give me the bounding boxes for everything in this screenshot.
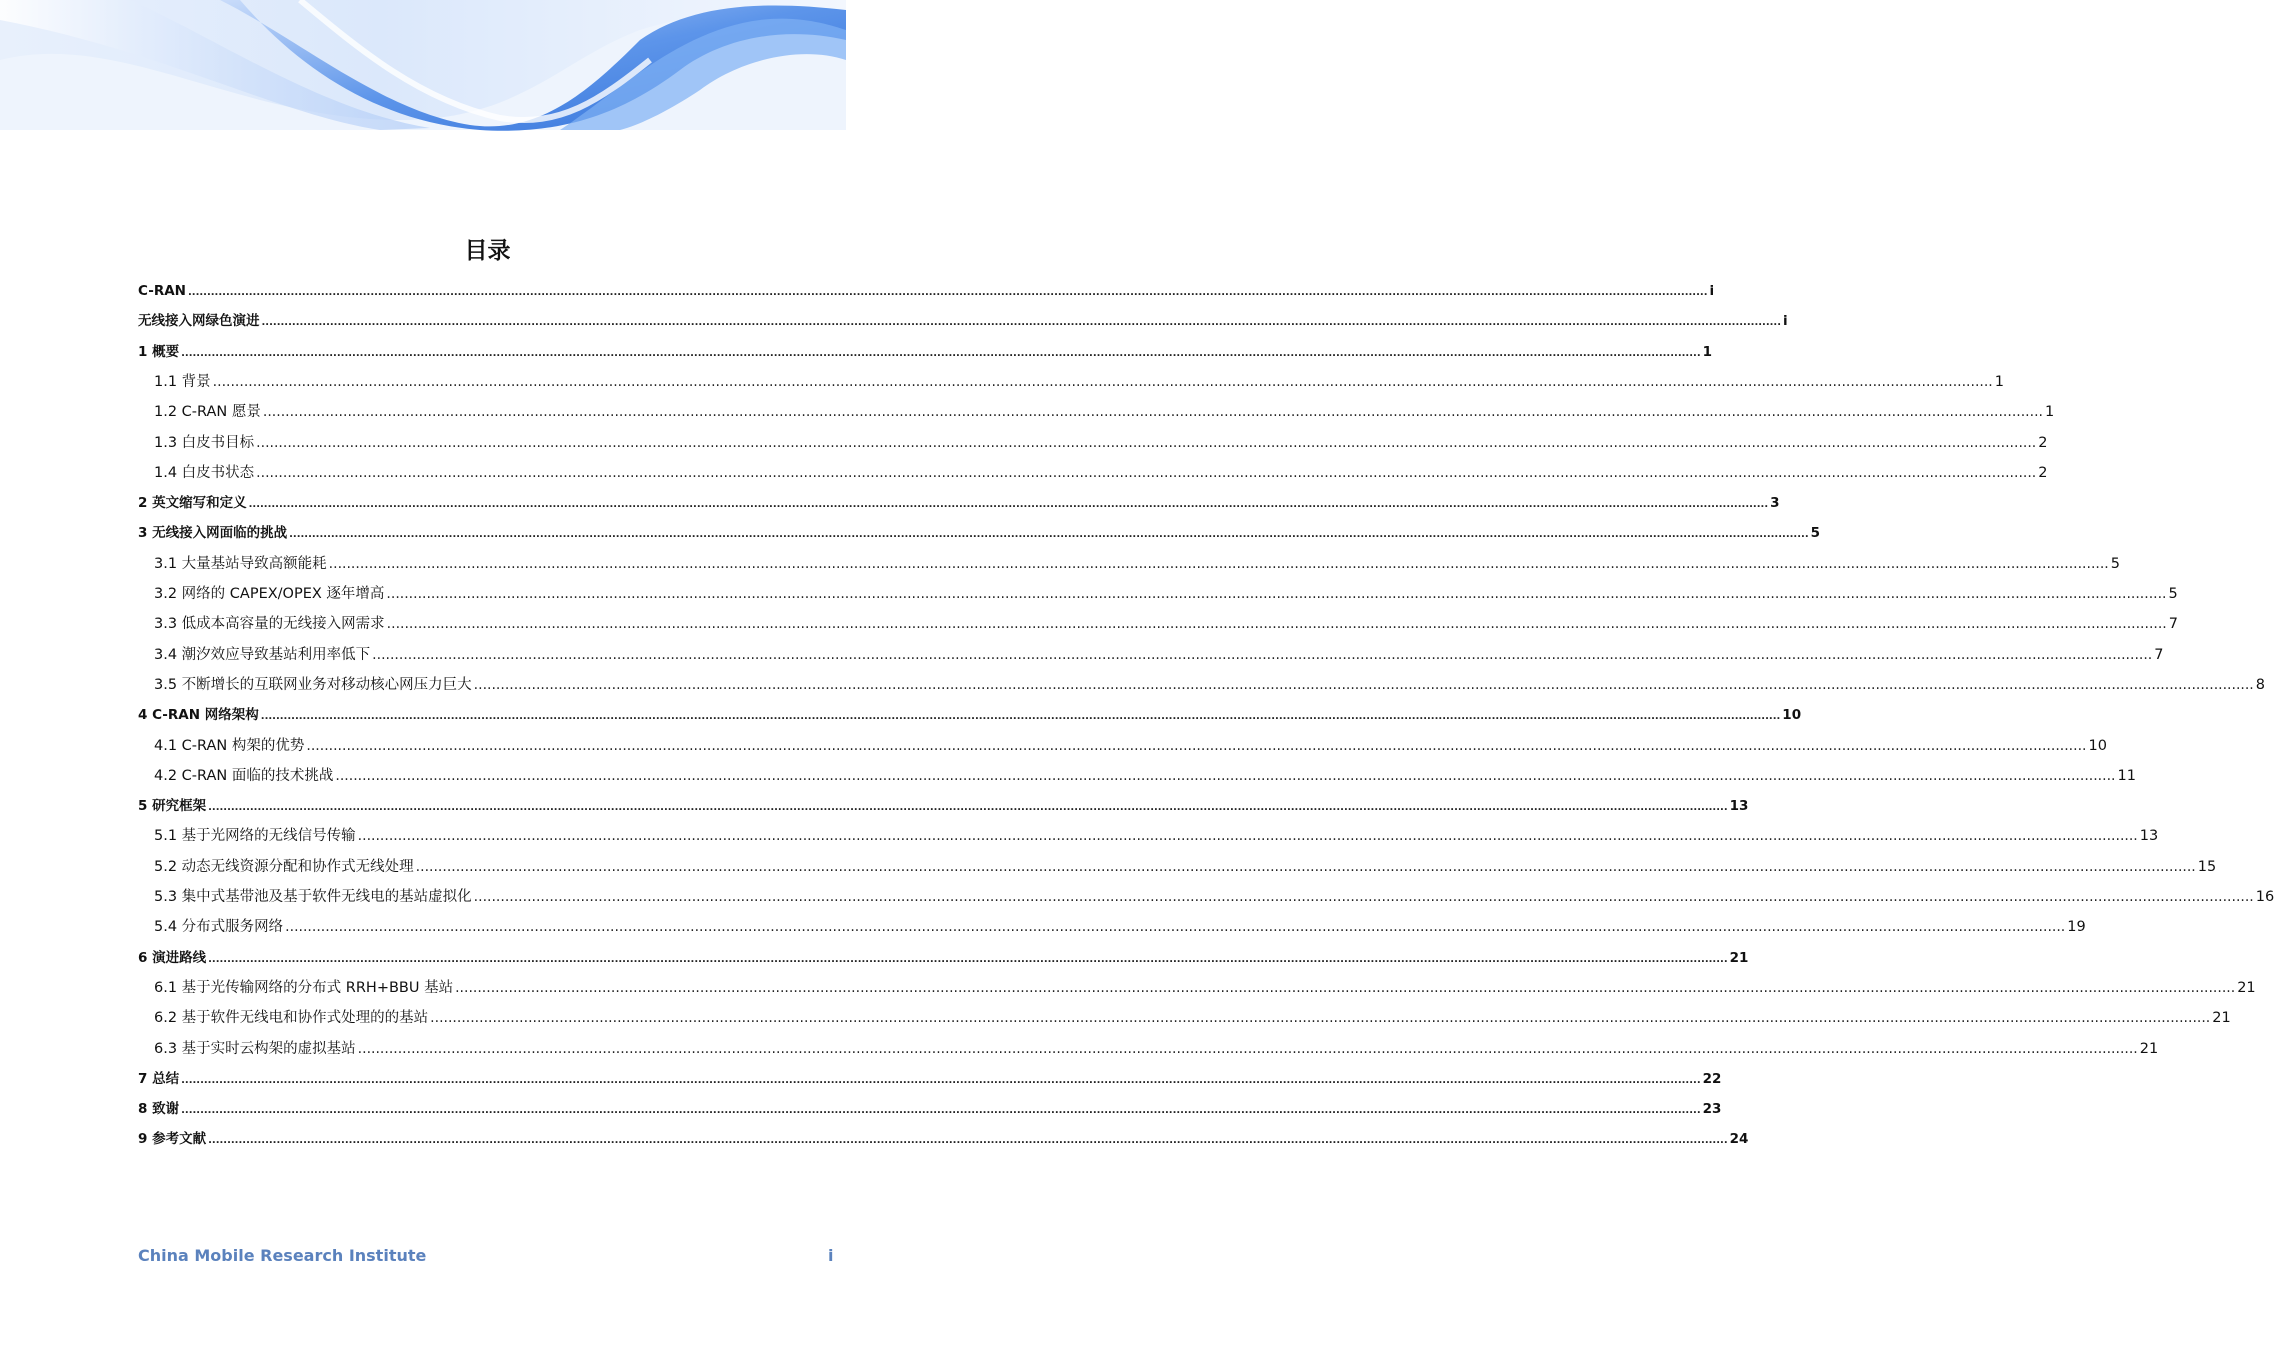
toc-entry-page: 23 (1702, 1101, 1722, 1118)
toc-entry-label: 1 概要 (138, 343, 180, 360)
toc-entry-page: 11 (2117, 767, 2136, 784)
toc-entry-label: 6 演进路线 (138, 949, 207, 966)
toc-entry-label: 3.4 潮汐效应导致基站利用率低下 (154, 646, 371, 663)
toc-entry-page: 5 (2110, 555, 2120, 572)
toc-entry-label: 5.1 基于光网络的无线信号传输 (154, 828, 356, 845)
toc-entry-page: 1 (1994, 373, 2004, 390)
toc-entry[interactable] (154, 371, 2004, 393)
toc-entry-page: 10 (1782, 707, 1802, 724)
toc-entry-page: 1 (1702, 343, 1713, 360)
toc-entry-page: 7 (2154, 646, 2164, 663)
toc-entry-page: 5 (1810, 525, 1821, 542)
toc-leader-dots: ................................................................................................................................................................................................................................................................................................................................................................................................................ (357, 1040, 2138, 1057)
toc-leader-dots: ................................................................................................................................................................................................................................................................................................................................................................................................................ (208, 953, 1728, 965)
toc-entry[interactable] (154, 432, 2048, 454)
toc-entry-label: 3.3 低成本高容量的无线接入网需求 (154, 616, 385, 633)
toc-leader-dots: ................................................................................................................................................................................................................................................................................................................................................................................................................ (260, 711, 1781, 723)
toc-entry[interactable] (138, 704, 1802, 726)
toc-entry-page: 2 (2038, 434, 2048, 451)
toc-entry-label: 3.1 大量基站导致高额能耗 (154, 555, 327, 572)
footer-page-number: i (828, 1246, 834, 1265)
toc-entry-page: 10 (2088, 737, 2107, 754)
toc-entry-page: 5 (2168, 586, 2178, 602)
toc-entry-label: 4.2 C-RAN 面临的技术挑战 (154, 767, 334, 784)
toc-leader-dots: ................................................................................................................................................................................................................................................................................................................................................................................................................ (415, 858, 2196, 875)
toc-entry-label: 4.1 C-RAN 构架的优势 (154, 737, 305, 754)
toc-leader-dots: ................................................................................................................................................................................................................................................................................................................................................................................................................ (328, 555, 2109, 572)
toc-entry-label: 1.1 背景 (154, 373, 211, 390)
toc-entry-page: 3 (1770, 495, 1780, 512)
toc-entry-label: 6.2 基于软件无线电和协作式处理的的基站 (154, 1010, 429, 1027)
toc-entry-label: 5 研究框架 (138, 798, 207, 815)
toc-leader-dots: ................................................................................................................................................................................................................................................................................................................................................................................................................ (335, 767, 2116, 784)
toc-entry[interactable] (138, 1068, 1722, 1090)
toc-entry[interactable] (154, 916, 2086, 938)
toc-entry-page: 16 (2255, 889, 2274, 905)
toc-entry-page: 8 (2255, 676, 2265, 693)
toc-entry[interactable] (154, 856, 2217, 878)
toc-entry[interactable] (154, 1038, 2159, 1060)
toc-entry[interactable] (138, 1098, 1722, 1120)
footer-organization: China Mobile Research Institute (138, 1246, 427, 1265)
toc-entry-page: 19 (2067, 919, 2086, 936)
toc-entry-label: 1.3 白皮书目标 (154, 434, 255, 451)
toc-entry-page: 13 (1729, 798, 1749, 815)
toc-entry-page: 7 (2168, 616, 2178, 633)
toc-entry[interactable] (154, 886, 2274, 908)
toc-entry[interactable] (154, 401, 2055, 423)
toc-entry[interactable] (154, 553, 2120, 575)
toc-leader-dots: ................................................................................................................................................................................................................................................................................................................................................................................................................ (357, 828, 2138, 845)
toc-entry-label: 无线接入网绿色演进 (138, 313, 260, 330)
toc-entry-label: 3.5 不断增长的互联网业务对移动核心网压力巨大 (154, 676, 472, 693)
toc-entry-page: 24 (1729, 1131, 1749, 1148)
toc-entry-label: C-RAN (138, 283, 186, 299)
toc-leader-dots: ................................................................................................................................................................................................................................................................................................................................................................................................................ (248, 499, 1769, 511)
toc-entry[interactable] (138, 280, 1715, 302)
toc-entry-label: 6.3 基于实时云构架的虚拟基站 (154, 1040, 356, 1057)
toc-leader-dots: ................................................................................................................................................................................................................................................................................................................................................................................................................ (256, 434, 2037, 451)
toc-entry[interactable] (138, 795, 1749, 817)
toc-entry-label: 5.2 动态无线资源分配和协作式无线处理 (154, 858, 414, 875)
toc-entry[interactable] (138, 947, 1749, 969)
toc-leader-dots: ................................................................................................................................................................................................................................................................................................................................................................................................................ (208, 1135, 1728, 1147)
toc-leader-dots: ................................................................................................................................................................................................................................................................................................................................................................................................................ (208, 802, 1728, 814)
toc-entry-page: 13 (2139, 828, 2159, 845)
toc-entry[interactable] (154, 825, 2159, 847)
toc-leader-dots: ................................................................................................................................................................................................................................................................................................................................................................................................................ (212, 373, 1993, 390)
toc-entry-page: 21 (1729, 949, 1749, 966)
toc-entry[interactable] (138, 341, 1713, 363)
toc-entry-label: 5.3 集中式基带池及基于软件无线电的基站虚拟化 (154, 889, 472, 905)
toc-entry-label: 2 英文缩写和定义 (138, 495, 247, 512)
toc-entry-label: 1.2 C-RAN 愿景 (154, 404, 261, 421)
toc-entry[interactable] (154, 583, 2178, 605)
toc-entry-page: 15 (2197, 858, 2217, 875)
toc-entry-page: i (1709, 283, 1715, 299)
toc-entry-label: 1.4 白皮书状态 (154, 464, 255, 481)
toc-entry[interactable] (138, 492, 1780, 514)
toc-entry[interactable] (154, 644, 2164, 666)
toc-entry[interactable] (138, 1128, 1749, 1150)
toc-entry[interactable] (154, 765, 2136, 787)
toc-entry[interactable] (154, 735, 2107, 757)
toc-entry-page: 1 (2044, 404, 2055, 421)
toc-leader-dots: ................................................................................................................................................................................................................................................................................................................................................................................................................ (256, 464, 2037, 481)
toc-entry-label: 7 总结 (138, 1070, 180, 1087)
toc-leader-dots: ................................................................................................................................................................................................................................................................................................................................................................................................................ (261, 317, 1782, 329)
toc-leader-dots: ................................................................................................................................................................................................................................................................................................................................................................................................................ (285, 919, 2066, 936)
toc-entry-label: 3.2 网络的 CAPEX/OPEX 逐年增高 (154, 586, 385, 602)
toc-entry-page: 21 (2237, 979, 2256, 996)
toc-entry-page: 21 (2139, 1040, 2159, 1057)
toc-leader-dots: ................................................................................................................................................................................................................................................................................................................................................................................................................ (289, 529, 1809, 541)
toc-entry[interactable] (154, 462, 2048, 484)
toc-entry-label: 9 参考文献 (138, 1131, 207, 1148)
toc-entry[interactable] (154, 1007, 2231, 1029)
toc-leader-dots: ................................................................................................................................................................................................................................................................................................................................................................................................................ (473, 889, 2254, 905)
toc-entry-page: 21 (2212, 1010, 2231, 1027)
toc-leader-dots: ................................................................................................................................................................................................................................................................................................................................................................................................................ (473, 676, 2254, 693)
toc-leader-dots: ................................................................................................................................................................................................................................................................................................................................................................................................................ (455, 979, 2236, 996)
toc-entry-label: 5.4 分布式服务网络 (154, 919, 284, 936)
toc-leader-dots: ................................................................................................................................................................................................................................................................................................................................................................................................................ (306, 737, 2087, 754)
toc-leader-dots: ................................................................................................................................................................................................................................................................................................................................................................................................................ (430, 1010, 2211, 1027)
toc-entry[interactable] (154, 977, 2256, 999)
toc-entry-label: 4 C-RAN 网络架构 (138, 707, 259, 724)
toc-entry[interactable] (138, 522, 1821, 544)
toc-leader-dots: ................................................................................................................................................................................................................................................................................................................................................................................................................ (372, 646, 2153, 663)
toc-leader-dots: ................................................................................................................................................................................................................................................................................................................................................................................................................ (262, 404, 2043, 421)
toc-entry-label: 8 致谢 (138, 1101, 180, 1118)
toc-entry-page: 2 (2038, 464, 2048, 481)
toc-entry-label: 3 无线接入网面临的挑战 (138, 525, 288, 542)
toc-leader-dots: ................................................................................................................................................................................................................................................................................................................................................................................................................ (181, 1105, 1701, 1117)
toc-leader-dots: ................................................................................................................................................................................................................................................................................................................................................................................................................ (386, 616, 2167, 633)
toc-entry[interactable] (138, 310, 1788, 332)
toc-entry-label: 6.1 基于光传输网络的分布式 RRH+BBU 基站 (154, 979, 454, 996)
toc-leader-dots: ................................................................................................................................................................................................................................................................................................................................................................................................................ (386, 586, 2167, 602)
toc-leader-dots: ................................................................................................................................................................................................................................................................................................................................................................................................................ (187, 287, 1708, 298)
toc-entry[interactable] (154, 613, 2178, 635)
toc-leader-dots: ................................................................................................................................................................................................................................................................................................................................................................................................................ (181, 1074, 1701, 1086)
toc-entry-page: 22 (1702, 1070, 1722, 1087)
toc-entry[interactable] (154, 674, 2265, 696)
toc-leader-dots: ................................................................................................................................................................................................................................................................................................................................................................................................................ (181, 347, 1701, 359)
toc-entry-page: i (1783, 313, 1788, 330)
toc-title: 目录 (464, 238, 511, 264)
decorative-wave-banner (0, 0, 846, 130)
